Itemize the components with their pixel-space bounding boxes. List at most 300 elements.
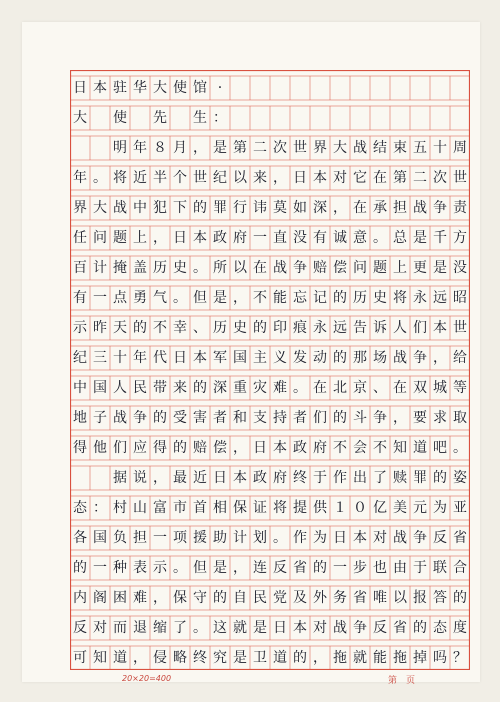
manuscript-line	[70, 313, 470, 343]
manuscript-line	[70, 583, 470, 613]
manuscript-character	[170, 103, 190, 133]
manuscript-character: 对	[333, 170, 347, 186]
manuscript-character: １	[333, 500, 347, 516]
manuscript-character: 是	[213, 560, 227, 576]
manuscript-character: 的	[333, 350, 347, 366]
manuscript-character: 道	[273, 650, 287, 666]
manuscript-character: 月	[173, 140, 187, 156]
manuscript-line	[70, 253, 470, 283]
manuscript-character: 莫	[273, 200, 287, 216]
manuscript-character: 界	[313, 140, 327, 156]
manuscript-character: 盖	[133, 260, 147, 276]
manuscript-character: 总	[393, 230, 407, 246]
manuscript-character: ·	[217, 80, 223, 96]
manuscript-character: 的	[193, 380, 207, 396]
manuscript-character: 斗	[353, 410, 367, 426]
manuscript-character: 民	[133, 380, 147, 396]
manuscript-character: 府	[273, 470, 287, 486]
manuscript-character: 及	[293, 590, 307, 606]
manuscript-character: 二	[413, 170, 427, 186]
manuscript-character: 们	[313, 410, 327, 426]
manuscript-character: ：	[213, 110, 227, 126]
manuscript-character: 民	[253, 590, 267, 606]
manuscript-character: 吗	[433, 650, 447, 666]
manuscript-character: 对	[313, 620, 327, 636]
manuscript-character: 的	[413, 620, 427, 636]
manuscript-character: 持	[273, 410, 287, 426]
manuscript-character: 出	[353, 470, 367, 486]
manuscript-character: 自	[233, 590, 247, 606]
manuscript-line	[70, 373, 470, 403]
manuscript-character: 答	[433, 590, 447, 606]
manuscript-character: 。	[193, 620, 207, 636]
manuscript-character: ，	[193, 140, 207, 156]
manuscript-character: 本	[193, 230, 207, 246]
manuscript-character: 告	[353, 320, 367, 336]
manuscript-character: 就	[233, 620, 247, 636]
manuscript-character: 没	[293, 230, 307, 246]
manuscript-character: 日	[273, 620, 287, 636]
manuscript-character: 掉	[413, 650, 427, 666]
manuscript-character: 城	[433, 380, 447, 396]
manuscript-character: 内	[73, 590, 87, 606]
manuscript-character: 诉	[373, 320, 387, 336]
manuscript-character: 赔	[313, 260, 327, 276]
manuscript-character: 带	[153, 380, 167, 396]
manuscript-character: 史	[233, 320, 247, 336]
manuscript-character: 供	[313, 500, 327, 516]
manuscript-character: 忘	[293, 290, 307, 306]
manuscript-character: 争	[413, 350, 427, 366]
manuscript-character: 划	[253, 530, 267, 546]
manuscript-character: 本	[293, 620, 307, 636]
manuscript-character: 年	[133, 140, 147, 156]
manuscript-character: 提	[293, 500, 307, 516]
manuscript-character: 表	[133, 560, 147, 576]
manuscript-character: 历	[353, 290, 367, 306]
manuscript-character: 守	[193, 590, 207, 606]
manuscript-character: 将	[113, 170, 127, 186]
manuscript-line	[70, 163, 470, 193]
manuscript-character: 京	[353, 380, 367, 396]
manuscript-character: 缩	[153, 620, 167, 636]
manuscript-character: 昨	[93, 320, 107, 336]
manuscript-character: 记	[313, 290, 327, 306]
manuscript-character: 本	[353, 530, 367, 546]
manuscript-character: 市	[173, 500, 187, 516]
manuscript-character: 义	[273, 350, 287, 366]
manuscript-character: 点	[113, 290, 127, 306]
manuscript-character: 终	[293, 470, 307, 486]
manuscript-character: 犯	[153, 200, 167, 216]
manuscript-character: 取	[453, 410, 467, 426]
manuscript-character: 半	[153, 170, 167, 186]
manuscript-character: 。	[453, 440, 467, 456]
manuscript-character: 日	[213, 470, 227, 486]
manuscript-character: 、	[373, 380, 387, 396]
manuscript-character: 战	[333, 620, 347, 636]
manuscript-character: 给	[453, 350, 467, 366]
manuscript-character: 本	[273, 440, 287, 456]
manuscript-character: 道	[113, 650, 127, 666]
manuscript-character: 山	[133, 500, 147, 516]
manuscript-character: 省	[393, 620, 407, 636]
manuscript-character: ，	[233, 290, 247, 306]
manuscript-character: 人	[393, 320, 407, 336]
manuscript-character: 但	[193, 560, 207, 576]
manuscript-character: 本	[193, 350, 207, 366]
manuscript-character: 远	[333, 320, 347, 336]
manuscript-character: 永	[413, 290, 427, 306]
manuscript-character: ，	[153, 590, 167, 606]
manuscript-character: 偿	[333, 260, 347, 276]
manuscript-character: 报	[413, 590, 427, 606]
manuscript-character: 题	[373, 260, 387, 276]
manuscript-character: 将	[393, 290, 407, 306]
manuscript-character: 明	[113, 140, 127, 156]
manuscript-line	[70, 283, 470, 313]
manuscript-character: 说	[133, 470, 147, 486]
manuscript-character: 的	[453, 590, 467, 606]
manuscript-character: 本	[313, 170, 327, 186]
manuscript-character: 动	[313, 350, 327, 366]
manuscript-character: 在	[253, 260, 267, 276]
manuscript-character: 的	[333, 410, 347, 426]
manuscript-character: 一	[93, 290, 107, 306]
manuscript-character: 第	[233, 140, 247, 156]
manuscript-character: 们	[413, 320, 427, 336]
manuscript-line	[70, 493, 470, 523]
manuscript-character: 。	[193, 260, 207, 276]
manuscript-character: 的	[433, 470, 447, 486]
manuscript-character: 个	[173, 170, 187, 186]
manuscript-character: 的	[193, 200, 207, 216]
manuscript-character: 应	[133, 440, 147, 456]
manuscript-character: 知	[93, 650, 107, 666]
manuscript-character: 害	[193, 410, 207, 426]
manuscript-character: 示	[73, 320, 87, 336]
manuscript-character: 有	[73, 290, 87, 306]
manuscript-character: 难	[273, 380, 287, 396]
manuscript-character: 所	[213, 260, 227, 276]
manuscript-character: 战	[353, 140, 367, 156]
manuscript-character: ？	[453, 650, 467, 666]
manuscript-character: 偿	[213, 440, 227, 456]
manuscript-character: 史	[173, 260, 187, 276]
manuscript-character: 由	[393, 560, 407, 576]
manuscript-character: 连	[253, 560, 267, 576]
manuscript-line	[70, 193, 470, 223]
manuscript-character: 富	[153, 500, 167, 516]
manuscript-character: 发	[293, 350, 307, 366]
manuscript-character: 的	[173, 440, 187, 456]
manuscript-grid	[70, 70, 470, 670]
manuscript-character: 难	[133, 590, 147, 606]
manuscript-character: 印	[273, 320, 287, 336]
manuscript-character: 先	[153, 110, 167, 126]
manuscript-character: 的	[213, 590, 227, 606]
manuscript-character: 争	[293, 260, 307, 276]
manuscript-character: 外	[313, 590, 327, 606]
manuscript-character: 纪	[73, 350, 87, 366]
manuscript-character: 方	[453, 230, 467, 246]
manuscript-character: 种	[113, 560, 127, 576]
manuscript-character: 得	[153, 440, 167, 456]
manuscript-character: 府	[313, 440, 327, 456]
manuscript-character: 会	[353, 440, 367, 456]
manuscript-character: 次	[273, 140, 287, 156]
manuscript-character: 保	[173, 590, 187, 606]
manuscript-character: 助	[213, 530, 227, 546]
manuscript-character: 、	[193, 320, 207, 336]
manuscript-character: 军	[213, 350, 227, 366]
manuscript-character: 场	[373, 350, 387, 366]
manuscript-character: ，	[273, 170, 287, 186]
manuscript-character: 罪	[413, 470, 427, 486]
manuscript-character: 在	[353, 200, 367, 216]
manuscript-character: 北	[333, 380, 347, 396]
grid-spec-label: 20×20=400	[122, 674, 172, 683]
manuscript-character: 和	[233, 410, 247, 426]
manuscript-character: 争	[353, 620, 367, 636]
manuscript-line	[70, 463, 470, 493]
manuscript-character: 是	[213, 290, 227, 306]
manuscript-character: 。	[373, 230, 387, 246]
manuscript-line	[70, 223, 470, 253]
manuscript-character: 一	[333, 560, 347, 576]
manuscript-character: 下	[173, 200, 187, 216]
manuscript-character: 次	[433, 170, 447, 186]
manuscript-line	[70, 523, 470, 553]
manuscript-character: 驻	[113, 80, 127, 96]
manuscript-character: 大	[153, 80, 167, 96]
manuscript-character: 上	[133, 230, 147, 246]
manuscript-character: 要	[413, 410, 427, 426]
manuscript-character: 但	[193, 290, 207, 306]
manuscript-character: 千	[433, 230, 447, 246]
manuscript-character: 年	[133, 350, 147, 366]
manuscript-character: 界	[73, 200, 87, 216]
manuscript-character: 战	[273, 260, 287, 276]
manuscript-character: 历	[213, 320, 227, 336]
manuscript-character: 美	[393, 500, 407, 516]
manuscript-character: 了	[173, 620, 187, 636]
manuscript-character: 省	[293, 560, 307, 576]
manuscript-character: 侵	[153, 650, 167, 666]
manuscript-character: 历	[153, 260, 167, 276]
manuscript-character: 使	[113, 110, 127, 126]
manuscript-character: 更	[413, 260, 427, 276]
manuscript-character: 等	[453, 380, 467, 396]
manuscript-character: 者	[293, 410, 307, 426]
manuscript-character: 结	[373, 140, 387, 156]
manuscript-character: 退	[133, 620, 147, 636]
manuscript-character: 在	[373, 170, 387, 186]
manuscript-character	[130, 103, 150, 133]
manuscript-character	[70, 133, 90, 163]
manuscript-character: 卫	[253, 650, 267, 666]
manuscript-character: 得	[73, 440, 87, 456]
manuscript-character: 作	[333, 470, 347, 486]
manuscript-character: 战	[393, 350, 407, 366]
manuscript-character: ８	[153, 140, 167, 156]
manuscript-character: 人	[113, 380, 127, 396]
manuscript-character: 的	[313, 560, 327, 576]
manuscript-character: 二	[253, 140, 267, 156]
manuscript-character: 反	[273, 560, 287, 576]
manuscript-character: 任	[73, 230, 87, 246]
manuscript-character: 证	[253, 500, 267, 516]
manuscript-character: 元	[413, 500, 427, 516]
manuscript-character: ，	[233, 440, 247, 456]
manuscript-character: 题	[113, 230, 127, 246]
manuscript-character: 阁	[93, 590, 107, 606]
manuscript-character: 纪	[213, 170, 227, 186]
manuscript-character: 意	[353, 230, 367, 246]
manuscript-character: 战	[113, 410, 127, 426]
manuscript-character: 赔	[193, 440, 207, 456]
manuscript-character: 的	[253, 320, 267, 336]
manuscript-character: 姿	[453, 470, 467, 486]
manuscript-character: 来	[253, 170, 267, 186]
manuscript-character: 日	[253, 440, 267, 456]
manuscript-sheet	[22, 22, 480, 686]
manuscript-character: 态	[433, 620, 447, 636]
manuscript-character: 国	[233, 350, 247, 366]
manuscript-character: 没	[453, 260, 467, 276]
manuscript-character: 讳	[253, 200, 267, 216]
manuscript-character: 亚	[453, 500, 467, 516]
manuscript-character: 直	[273, 230, 287, 246]
manuscript-character: 联	[433, 560, 447, 576]
manuscript-character: 反	[373, 620, 387, 636]
manuscript-character: 为	[433, 500, 447, 516]
manuscript-character: 代	[153, 350, 167, 366]
manuscript-character: ０	[353, 500, 367, 516]
manuscript-character: 承	[373, 200, 387, 216]
manuscript-character: 争	[433, 200, 447, 216]
manuscript-character: 担	[393, 200, 407, 216]
manuscript-character: 争	[373, 410, 387, 426]
manuscript-character: 村	[113, 500, 127, 516]
manuscript-line	[70, 133, 470, 163]
manuscript-character: 有	[313, 230, 327, 246]
manuscript-character: 了	[373, 470, 387, 486]
manuscript-character: 反	[433, 530, 447, 546]
manuscript-character: 的	[133, 320, 147, 336]
manuscript-character: 战	[393, 530, 407, 546]
manuscript-character: 合	[453, 560, 467, 576]
manuscript-character: 第	[393, 170, 407, 186]
manuscript-character: 永	[313, 320, 327, 336]
manuscript-character: 究	[213, 650, 227, 666]
manuscript-character: 年	[73, 170, 87, 186]
manuscript-character: 大	[93, 200, 107, 216]
manuscript-character: 以	[233, 260, 247, 276]
manuscript-character: 。	[93, 170, 107, 186]
page-number-label: 第 页	[388, 676, 416, 686]
manuscript-character: 气	[153, 290, 167, 306]
manuscript-character: 它	[353, 170, 367, 186]
manuscript-character: 大	[333, 140, 347, 156]
manuscript-character: 的	[293, 650, 307, 666]
manuscript-character: 不	[333, 440, 347, 456]
manuscript-character: 他	[93, 440, 107, 456]
manuscript-character: 国	[93, 380, 107, 396]
manuscript-character: 拖	[333, 650, 347, 666]
manuscript-character: ，	[133, 650, 147, 666]
manuscript-line	[70, 73, 470, 103]
manuscript-character: 十	[113, 350, 127, 366]
manuscript-line	[70, 553, 470, 583]
manuscript-character: 终	[193, 650, 207, 666]
manuscript-character: 道	[413, 440, 427, 456]
manuscript-character: 保	[233, 500, 247, 516]
manuscript-character: 近	[133, 170, 147, 186]
manuscript-character: 的	[153, 410, 167, 426]
manuscript-character: 日	[333, 530, 347, 546]
manuscript-character: 作	[293, 530, 307, 546]
manuscript-character: 务	[333, 590, 347, 606]
manuscript-character: 战	[413, 200, 427, 216]
manuscript-character: 使	[173, 80, 187, 96]
manuscript-character: 痕	[293, 320, 307, 336]
manuscript-character: 束	[393, 140, 407, 156]
manuscript-character: 度	[453, 620, 467, 636]
manuscript-character: 受	[173, 410, 187, 426]
manuscript-character: 双	[413, 380, 427, 396]
manuscript-character: 诚	[333, 230, 347, 246]
manuscript-character: ，	[233, 560, 247, 576]
manuscript-character: ，	[333, 200, 347, 216]
manuscript-character: 反	[73, 620, 87, 636]
manuscript-character: 勇	[133, 290, 147, 306]
manuscript-character: 府	[233, 230, 247, 246]
manuscript-character: 支	[253, 410, 267, 426]
manuscript-character: ，	[393, 410, 407, 426]
manuscript-character: 政	[293, 440, 307, 456]
manuscript-character: 计	[93, 260, 107, 276]
manuscript-character: 政	[253, 470, 267, 486]
manuscript-character: 将	[273, 500, 287, 516]
manuscript-character: 唯	[373, 590, 387, 606]
manuscript-character: 世	[193, 170, 207, 186]
manuscript-character: 这	[213, 620, 227, 636]
manuscript-character: 是	[253, 620, 267, 636]
manuscript-line	[70, 103, 470, 133]
manuscript-character: 一	[93, 560, 107, 576]
manuscript-character: 省	[453, 530, 467, 546]
manuscript-character: 馆	[193, 80, 207, 96]
manuscript-character: 首	[193, 500, 207, 516]
manuscript-character: 深	[313, 200, 327, 216]
manuscript-character: 十	[433, 140, 447, 156]
manuscript-character: 于	[413, 560, 427, 576]
manuscript-character: 担	[133, 530, 147, 546]
manuscript-character: 不	[253, 290, 267, 306]
manuscript-character: 项	[173, 530, 187, 546]
manuscript-character: 对	[93, 620, 107, 636]
manuscript-character: 子	[93, 410, 107, 426]
manuscript-character: 日	[73, 80, 87, 96]
manuscript-character: 是	[433, 260, 447, 276]
manuscript-character: 如	[293, 200, 307, 216]
manuscript-character: 掩	[113, 260, 127, 276]
manuscript-character: 以	[233, 170, 247, 186]
manuscript-character: 天	[113, 320, 127, 336]
manuscript-character: 来	[173, 380, 187, 396]
manuscript-character: 上	[393, 260, 407, 276]
